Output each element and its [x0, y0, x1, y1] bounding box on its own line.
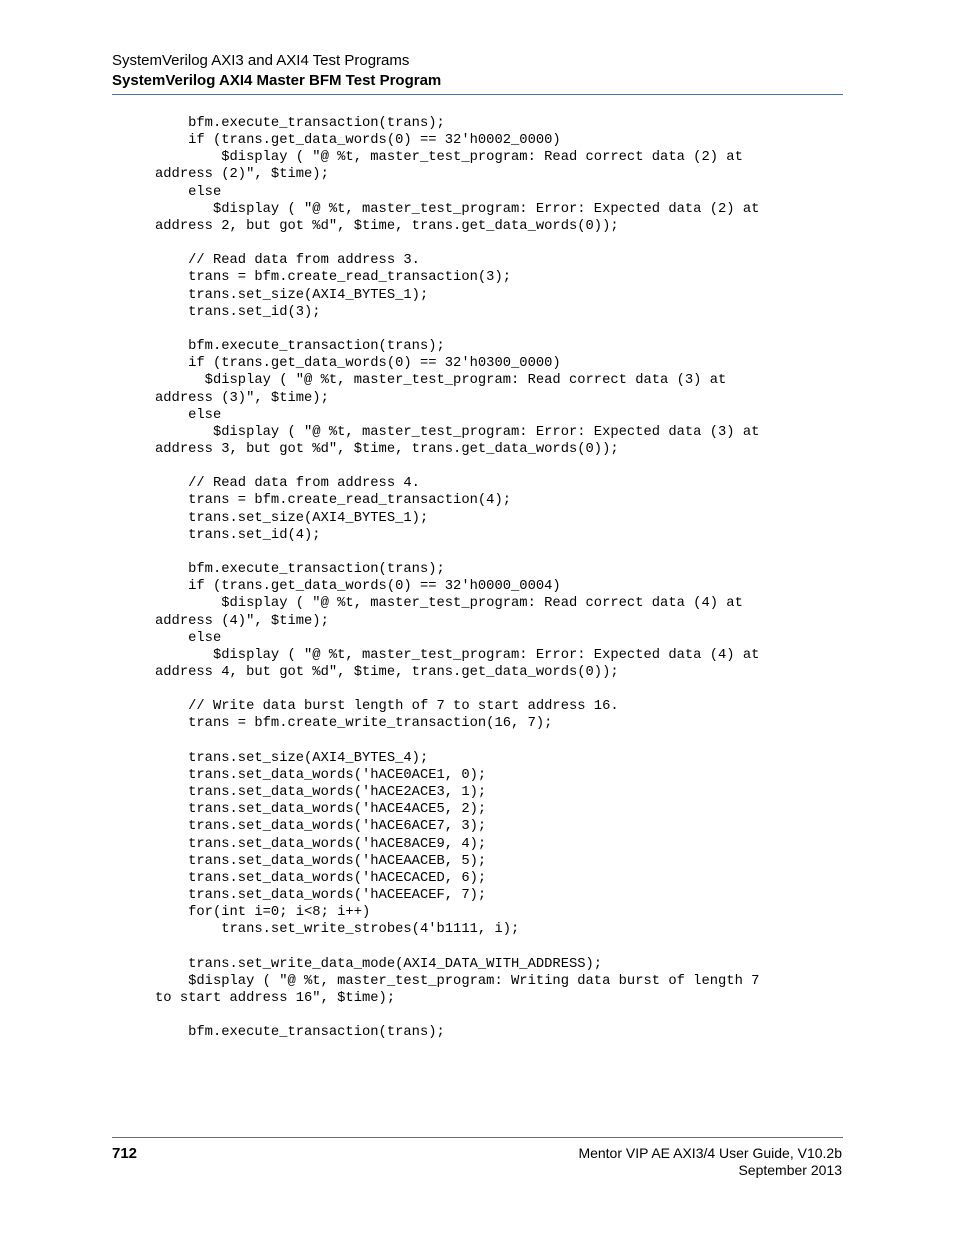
code-line: trans.set_size(AXI4_BYTES_4);: [155, 750, 429, 766]
code-line: trans.set_write_strobes(4'b1111, i);: [155, 922, 520, 938]
code-line: trans.set_data_words('hACEAACEB, 5);: [155, 853, 487, 869]
code-line: trans.set_id(4);: [155, 527, 321, 543]
code-line: bfm.execute_transaction(trans);: [155, 1025, 445, 1041]
code-line: bfm.execute_transaction(trans);: [155, 116, 445, 131]
chapter-title: SystemVerilog AXI3 and AXI4 Test Programs: [112, 52, 410, 69]
section-title: SystemVerilog AXI4 Master BFM Test Program: [112, 72, 442, 89]
code-line: trans.set_data_words('hACE4ACE5, 2);: [155, 802, 487, 818]
code-line: address 3, but got %d", $time, trans.get_data_words(0));: [155, 441, 619, 457]
code-line: trans.set_size(AXI4_BYTES_1);: [155, 287, 429, 303]
code-line: $display ( "@ %t, master_test_program: Error: Expected data (3) at: [155, 424, 760, 440]
code-line: $display ( "@ %t, master_test_program: Read correct data (3) at: [155, 373, 727, 389]
code-line: $display ( "@ %t, master_test_program: Writing data burst of length 7: [155, 973, 760, 989]
header-divider: [112, 94, 843, 95]
code-line: else: [155, 630, 222, 646]
code-line: // Read data from address 3.: [155, 253, 420, 269]
code-line: bfm.execute_transaction(trans);: [155, 562, 445, 578]
code-line: trans.set_data_words('hACE8ACE9, 4);: [155, 836, 487, 852]
code-line: trans.set_data_words('hACE2ACE3, 1);: [155, 785, 487, 801]
code-line: if (trans.get_data_words(0) == 32'h0000_0004): [155, 579, 561, 595]
code-line: $display ( "@ %t, master_test_program: Error: Expected data (2) at: [155, 201, 760, 217]
code-line: trans.set_data_words('hACECACED, 6);: [155, 870, 487, 886]
code-line: trans = bfm.create_read_transaction(3);: [155, 270, 512, 286]
code-line: trans.set_data_words('hACE0ACE1, 0);: [155, 767, 487, 783]
code-line: // Read data from address 4.: [155, 476, 420, 492]
code-line: trans.set_data_words('hACEEACEF, 7);: [155, 888, 487, 904]
code-line: bfm.execute_transaction(trans);: [155, 339, 445, 355]
guide-title: Mentor VIP AE AXI3/4 User Guide, V10.2b: [578, 1145, 842, 1161]
code-line: trans.set_size(AXI4_BYTES_1);: [155, 510, 429, 526]
code-line: trans.set_write_data_mode(AXI4_DATA_WITH_ADDRESS);: [155, 956, 603, 972]
running-header: [112, 52, 843, 90]
code-line: address (4)", $time);: [155, 613, 329, 629]
code-line: address 2, but got %d", $time, trans.get_data_words(0));: [155, 218, 619, 234]
code-line: $display ( "@ %t, master_test_program: Read correct data (2) at: [155, 150, 743, 166]
code-line: trans.set_data_words('hACE6ACE7, 3);: [155, 819, 487, 835]
code-line: else: [155, 407, 222, 423]
publication-date: September 2013: [738, 1162, 842, 1178]
code-line: address (2)", $time);: [155, 167, 329, 183]
page-number: 712: [112, 1145, 138, 1162]
code-listing: [155, 115, 759, 1041]
code-line: trans.set_id(3);: [155, 304, 321, 320]
code-line: // Write data burst length of 7 to start address 16.: [155, 699, 619, 715]
code-line: trans = bfm.create_write_transaction(16, 7);: [155, 716, 553, 732]
code-line: trans = bfm.create_read_transaction(4);: [155, 493, 512, 509]
code-line: to start address 16", $time);: [155, 990, 396, 1006]
code-line: for(int i=0; i<8; i++): [155, 905, 371, 921]
code-line: else: [155, 184, 222, 200]
code-line: $display ( "@ %t, master_test_program: Read correct data (4) at: [155, 596, 743, 612]
code-line: address (3)", $time);: [155, 390, 329, 406]
code-line: $display ( "@ %t, master_test_program: Error: Expected data (4) at: [155, 647, 760, 663]
footer-info: [578, 1145, 842, 1179]
code-line: address 4, but got %d", $time, trans.get_data_words(0));: [155, 665, 619, 680]
code-line: if (trans.get_data_words(0) == 32'h0300_0000): [155, 356, 561, 372]
code-line: if (trans.get_data_words(0) == 32'h0002_0000): [155, 133, 561, 149]
footer-divider: [112, 1137, 843, 1138]
